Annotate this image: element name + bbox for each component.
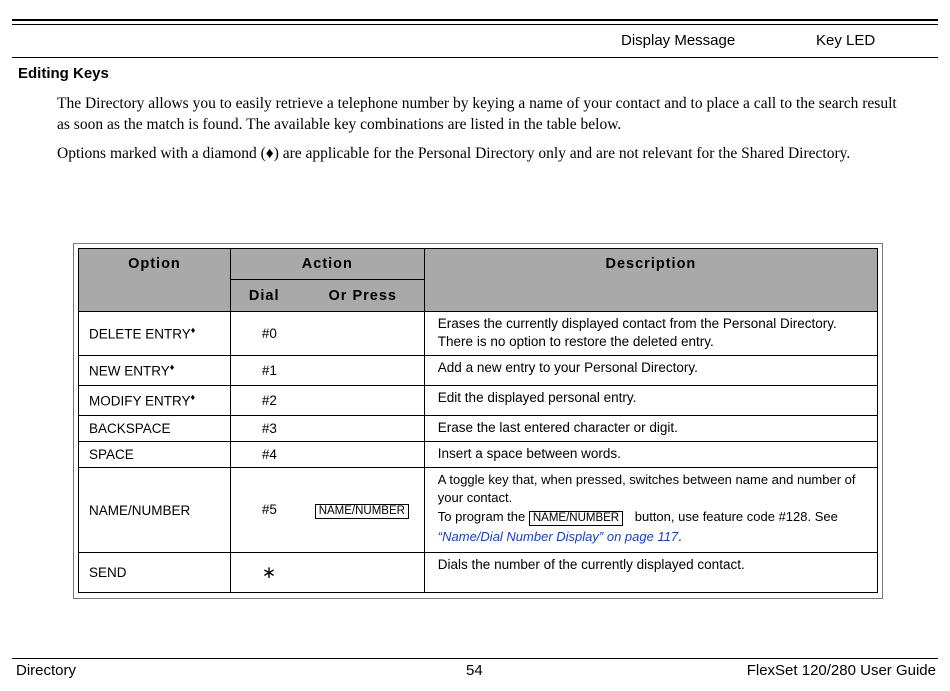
description-cell: Insert a space between words. <box>424 442 877 468</box>
description-cell: Erases the currently displayed contact from the Personal Directory. There is no option to restore the deleted entry. <box>424 312 877 356</box>
cross-reference-period: . <box>678 529 682 544</box>
option-cell: NAME/NUMBER <box>79 468 231 553</box>
option-cell: SEND <box>79 553 231 593</box>
header-or-press: Or Press <box>328 287 397 304</box>
description-line: A toggle key that, when pressed, switches between name and number of your contact. <box>437 472 856 505</box>
dial-cell: ∗ <box>230 553 424 593</box>
description-cell: Dials the number of the currently displayed contact. <box>424 553 877 593</box>
description-cell <box>424 468 877 553</box>
key-table-frame <box>73 243 883 599</box>
footer-section-name: Directory <box>16 662 77 679</box>
option-cell <box>79 386 231 416</box>
table-row <box>79 553 878 593</box>
option-cell <box>79 312 231 356</box>
header-display-message: Display Message <box>621 32 736 49</box>
cross-reference-link[interactable]: “Name/Dial Number Display” on page 117 <box>437 529 679 544</box>
intro-paragraph: The Directory allows you to easily retrieve a telephone number by keying a name of your contact and to place a call to the search result as soon as the match is found. The available key combinations are listed in the table below. <box>57 95 897 133</box>
table-row <box>79 416 878 442</box>
option-cell: BACKSPACE <box>79 416 231 442</box>
description-cell: Erase the last entered character or digit. <box>424 416 877 442</box>
header-action: Action <box>230 249 424 280</box>
program-suffix: button, use feature code #128. See <box>634 509 838 524</box>
option-cell <box>79 356 231 386</box>
option-label: MODIFY ENTRY <box>89 393 191 409</box>
dial-code: #5 <box>261 501 277 517</box>
dial-cell: #2 <box>230 386 424 416</box>
description-cell: Add a new entry to your Personal Directory. <box>424 356 877 386</box>
section-title: Editing Keys <box>18 65 109 82</box>
header-dial: Dial <box>248 287 280 304</box>
program-prefix: To program the <box>437 509 526 524</box>
dial-cell: #4 <box>230 442 424 468</box>
option-label: NEW ENTRY <box>89 363 170 379</box>
table-row <box>79 386 878 416</box>
top-rule-thick <box>12 19 938 21</box>
description-cell: Edit the displayed personal entry. <box>424 386 877 416</box>
dial-cell: #0 <box>230 312 424 356</box>
diamond-note-paragraph: Options marked with a diamond (♦) are applicable for the Personal Directory only and are not relevant for the Shared Directory. <box>57 145 851 162</box>
top-rule-thin <box>12 24 938 25</box>
cross-reference <box>438 528 867 546</box>
table-row <box>79 312 878 356</box>
dial-cell: #1 <box>230 356 424 386</box>
header-option: Option <box>79 249 231 312</box>
description-program-line <box>438 508 867 526</box>
name-number-key-inline: NAME/NUMBER <box>529 511 623 526</box>
footer-page-number: 54 <box>466 662 483 679</box>
dial-cell: #3 <box>230 416 424 442</box>
diamond-icon: ♦ <box>190 325 196 336</box>
option-label: DELETE ENTRY <box>89 326 191 342</box>
option-cell: SPACE <box>79 442 231 468</box>
dial-cell <box>230 468 424 553</box>
table-row <box>79 442 878 468</box>
footer-rule <box>12 658 938 659</box>
diamond-icon: ♦ <box>169 362 175 373</box>
footer-guide-title: FlexSet 120/280 User Guide <box>746 662 936 679</box>
diamond-icon: ♦ <box>190 392 196 403</box>
header-description: Description <box>424 249 877 312</box>
table-row <box>79 356 878 386</box>
editing-keys-table <box>78 248 878 593</box>
header-rule <box>12 57 938 58</box>
name-number-key-label: NAME/NUMBER <box>315 504 409 519</box>
header-dial-orpress <box>230 280 424 312</box>
header-key-led: Key LED <box>816 32 876 49</box>
table-row <box>79 468 878 553</box>
